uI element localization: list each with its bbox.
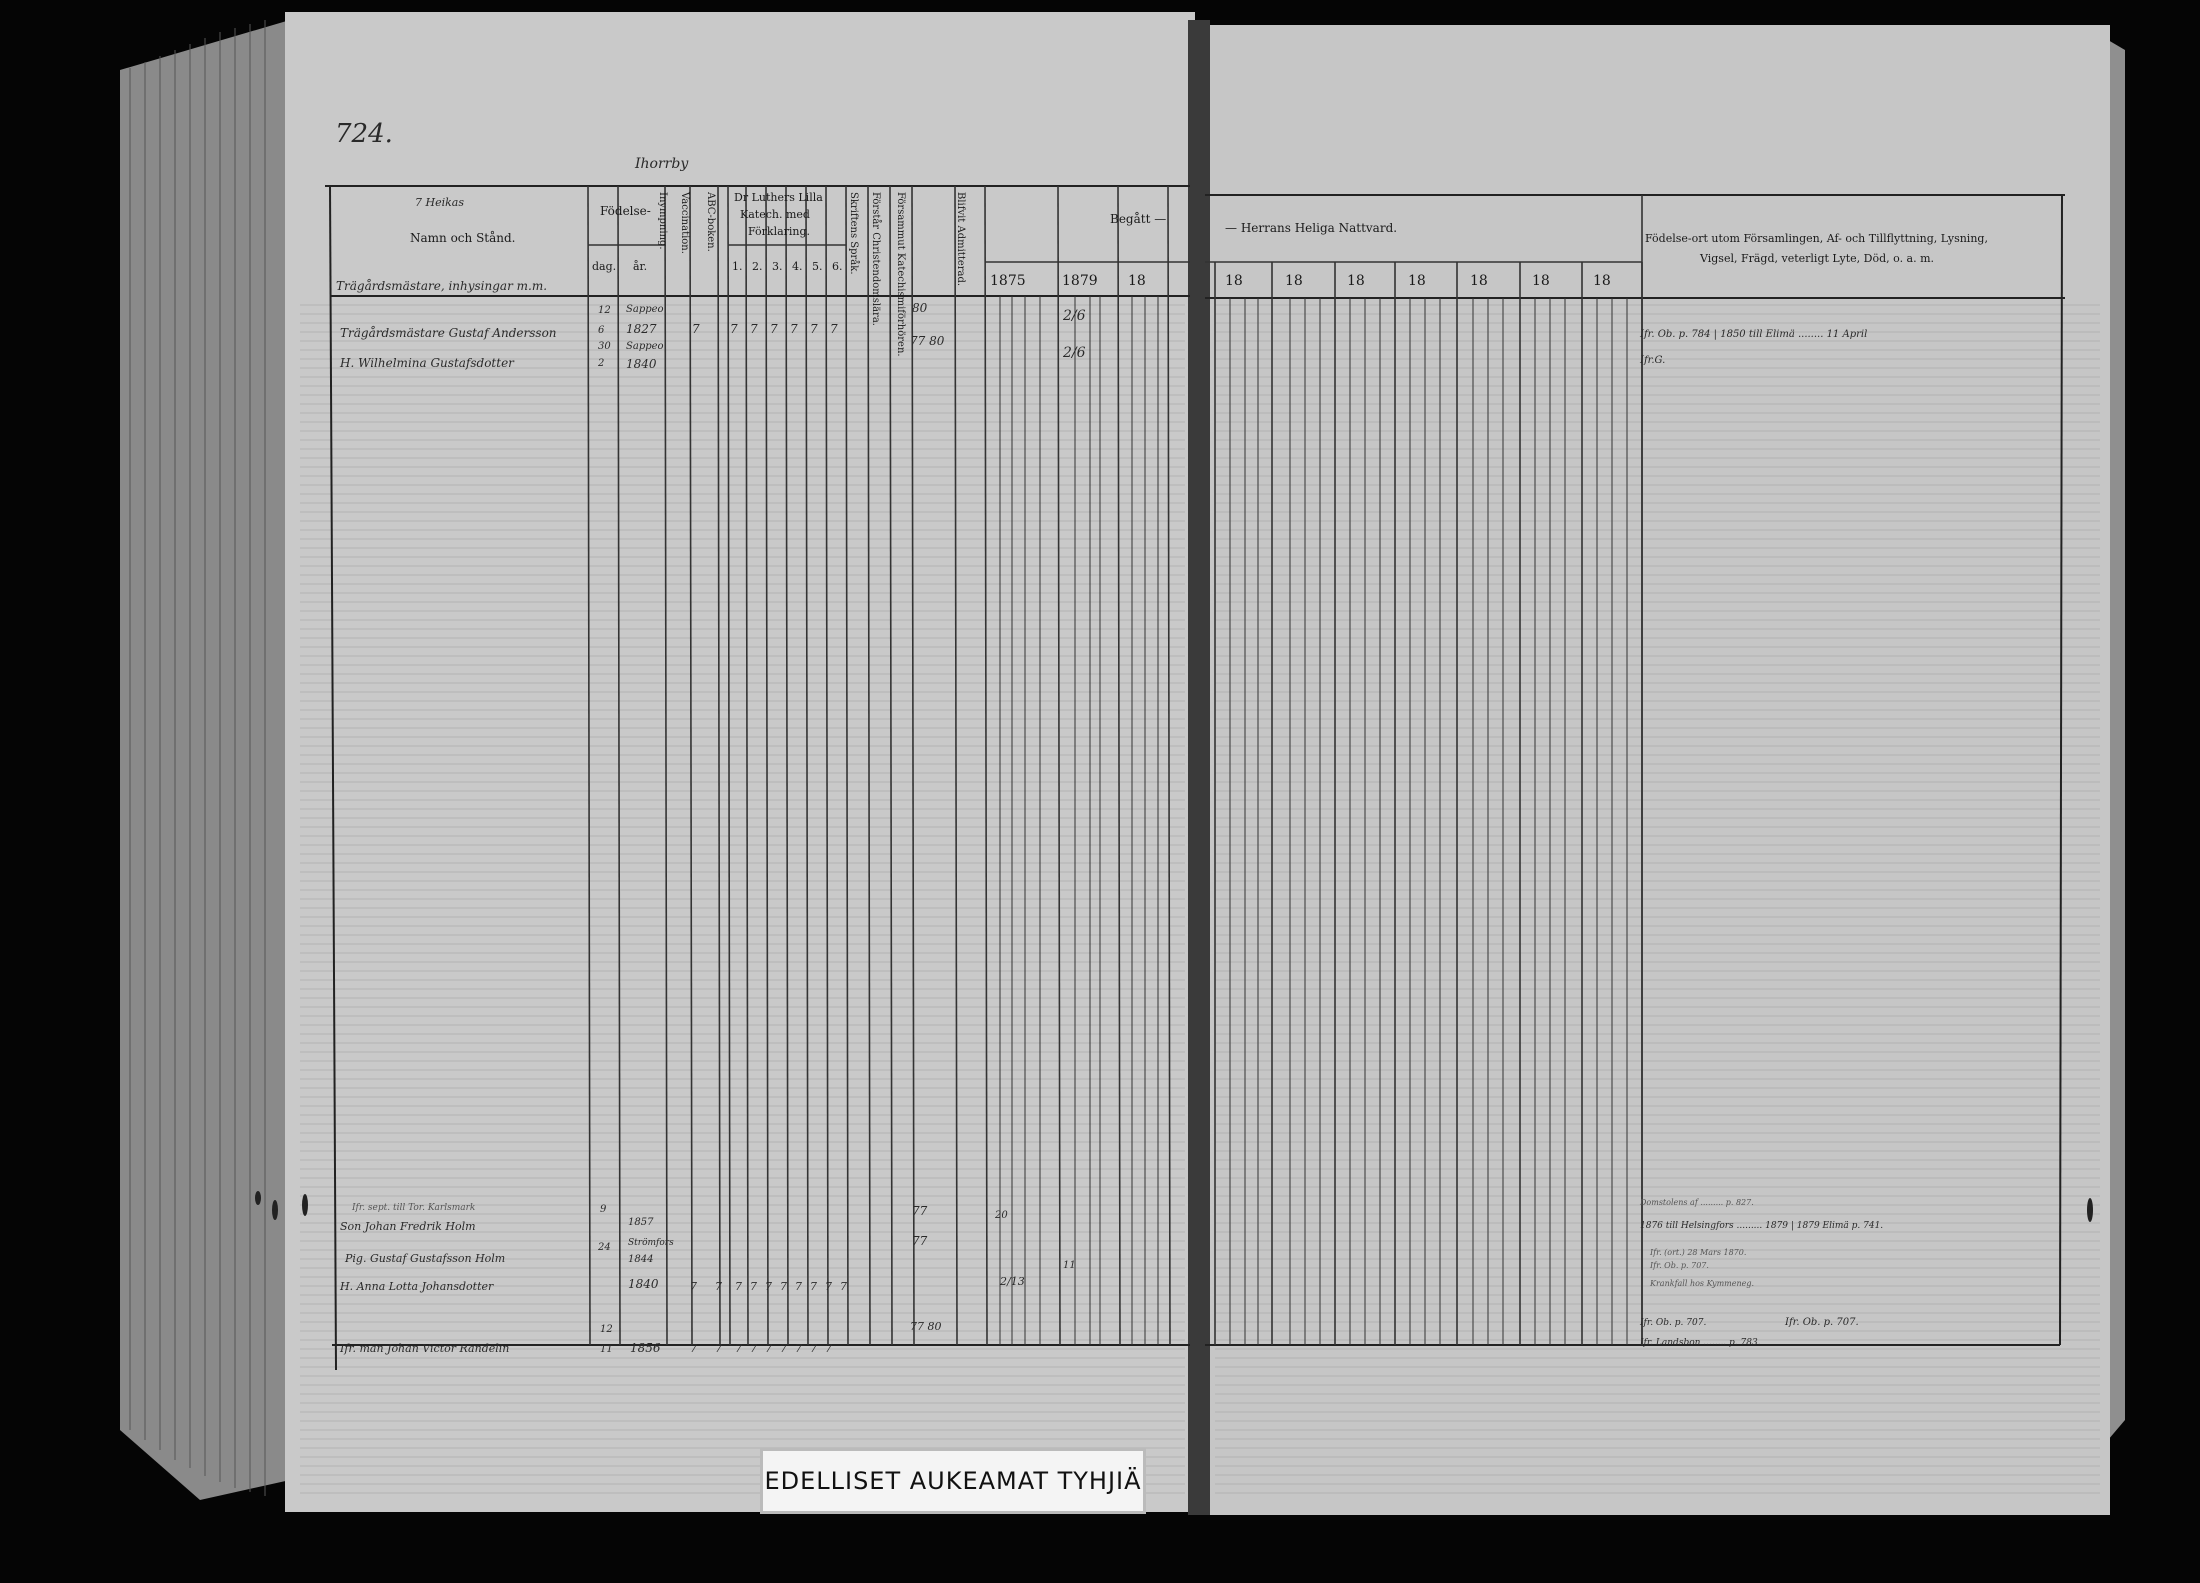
lower-row4-dag: 12 (600, 1324, 613, 1335)
lower-row2-dag: 24 (598, 1242, 611, 1253)
row2-name: H. Wilhelmina Gustafsdotter (340, 356, 514, 370)
page-stack-right (2108, 40, 2125, 1440)
col-forsamm: Försammut Katechismiförhören. (895, 192, 906, 357)
village-name: Ihorrby (635, 156, 689, 172)
row1-dag2: 6 (598, 325, 605, 336)
col-name: Namn och Stånd. (410, 231, 516, 245)
col-skriftens: Skriftens Språk. (848, 192, 859, 275)
lower-right-5: Krankfall hos Kymmeneg. (1650, 1279, 1755, 1288)
lower-row4-dag2: 11 (600, 1344, 613, 1355)
check-mark: 7 (780, 1342, 787, 1355)
lower-right-3: Ifr. (ort.) 28 Mars 1870. (1650, 1248, 1747, 1257)
check-mark: 7 (715, 1342, 722, 1355)
katekes-number: 5. (812, 260, 823, 273)
lower-row1-name: Son Johan Fredrik Holm (340, 1220, 476, 1233)
col-right-2: Vigsel, Frägd, veterligt Lyte, Död, o. a. m. (1700, 252, 1935, 265)
row1-dag: 12 (598, 305, 611, 316)
lower-row4-name: Ifr. man Johan Victor Randelin (340, 1342, 510, 1355)
lower-adm-3: 2/13 (1000, 1275, 1025, 1288)
lower-right-2: 1876 till Helsingfors ......... 1879 | 1879 Elimä p. 741. (1640, 1221, 1884, 1231)
check-mark: 7 (715, 1280, 722, 1293)
col-dag: dag. (592, 260, 617, 273)
check-mark: 7 (780, 1280, 787, 1293)
katekes-number: 4. (792, 260, 803, 273)
col-katekes-1: Dr Luthers Lilla (734, 191, 823, 204)
col-admitterad: Blifvit Admitterad. (955, 192, 966, 287)
check-mark: 7 (810, 1342, 817, 1355)
top-note: 7 Heikas (415, 196, 464, 209)
check-mark: 7 (735, 1280, 742, 1293)
check-mark: 7 (825, 1342, 832, 1355)
right-note-1: Ifr. Ob. p. 784 | 1850 till Elimä ........ 11 April (1640, 329, 1868, 340)
col-katekes-2: Katech. med (740, 208, 810, 221)
col-vaccination: Vaccination. (679, 192, 690, 254)
row1-forsamm: 80 (912, 301, 928, 315)
lower-adm-1: 20 (995, 1210, 1008, 1221)
lower-forsamm-1: 77 (912, 1204, 928, 1218)
check-mark: 7 (830, 322, 838, 336)
check-mark: 7 (730, 322, 738, 336)
lower-right-1: Domstolens af ......... p. 827. (1640, 1198, 1754, 1207)
check-mark: 7 (765, 1280, 772, 1293)
col-katekes-3: Förklaring. (748, 225, 811, 238)
check-mark: 7 (692, 322, 700, 336)
col-abc: ABC-boken. (705, 192, 716, 252)
check-mark: 7 (735, 1342, 742, 1355)
check-mark: 7 (790, 322, 798, 336)
empty-spreads-banner: EDELLISET AUKEAMAT TYHJIÄ (760, 1448, 1146, 1514)
lower-row1-dag: 9 (600, 1204, 607, 1215)
check-mark: 7 (810, 1280, 817, 1293)
col-inympning: Inympning. (657, 192, 668, 250)
year-header: 18 (1593, 273, 1611, 289)
lower-row1-year: 1857 (628, 1217, 654, 1228)
lower-adm-2: 11 (1063, 1260, 1076, 1271)
year-header: 18 (1408, 273, 1426, 289)
lower-right-8: Ifr. Landsbon ........ p. 783. (1640, 1338, 1761, 1348)
lower-row3-year: 1844 (628, 1254, 654, 1265)
katekes-number: 2. (752, 260, 763, 273)
check-mark: 7 (795, 1342, 802, 1355)
lower-row4-year: 1856 (630, 1341, 661, 1355)
row2-dag: 30 (598, 341, 611, 352)
year-header: 1879 (1062, 273, 1098, 289)
year-header: 18 (1225, 273, 1243, 289)
col-begatt: Begått — (1110, 212, 1167, 226)
katekes-number: 6. (832, 260, 843, 273)
check-mark: 7 (690, 1342, 697, 1355)
check-mark: 7 (825, 1280, 832, 1293)
check-mark: 7 (750, 1342, 757, 1355)
col-fodelse: Födelse- (600, 204, 651, 218)
check-mark: 7 (750, 322, 758, 336)
lower-forsamm-3: 77 80 (910, 1320, 942, 1333)
row1-name: Trägårdsmästare Gustaf Andersson (340, 326, 557, 340)
check-mark: 7 (795, 1280, 802, 1293)
year-header: 18 (1128, 273, 1146, 289)
lower-row3-year2: 1840 (628, 1277, 659, 1291)
lower-row2-name: Pig. Gustaf Gustafsson Holm (345, 1252, 506, 1265)
section-title: Trägårdsmästare, inhysingar m.m. (336, 279, 548, 293)
lower-forsamm-2: 77 (912, 1234, 928, 1248)
row2-place: Sappeo (626, 341, 664, 352)
check-mark: 7 (690, 1280, 697, 1293)
lower-right-6: Ifr. Ob. p. 707. (1640, 1318, 1707, 1328)
year-header: 18 (1285, 273, 1303, 289)
year-header: 18 (1347, 273, 1365, 289)
lower-top-note: Ifr. sept. till Tor. Karlsmark (352, 1203, 476, 1213)
row2-year: 1840 (626, 357, 657, 371)
katekes-number: 3. (772, 260, 783, 273)
check-mark: 7 (810, 322, 818, 336)
check-mark: 7 (765, 1342, 772, 1355)
year-header: 18 (1470, 273, 1488, 289)
row2-dag2: 2 (598, 358, 605, 369)
adm-2: 2/6 (1063, 345, 1086, 361)
right-note-2: Ifr.G. (1640, 355, 1666, 366)
row1-year: 1827 (626, 322, 657, 336)
page-number: 724. (335, 119, 393, 149)
right-page (1205, 25, 2110, 1515)
katekes-number: 1. (732, 260, 743, 273)
check-mark: 7 (840, 1280, 847, 1293)
year-header: 18 (1532, 273, 1550, 289)
col-forstar: Förstår Christendomslära. (870, 192, 881, 326)
check-mark: 7 (770, 322, 778, 336)
lower-row2-place: Strömfors (628, 1238, 674, 1248)
year-header: 1875 (990, 273, 1026, 289)
check-mark: 7 (750, 1280, 757, 1293)
col-ar: år. (633, 260, 648, 273)
row1-place: Sappeo (626, 304, 664, 315)
col-right-1: Födelse-ort utom Församlingen, Af- och Tillflyttning, Lysning, (1645, 232, 1988, 245)
col-nattvard: — Herrans Heliga Nattvard. (1225, 221, 1398, 235)
lower-right-7: Ifr. Ob. p. 707. (1785, 1317, 1859, 1328)
gutter (1188, 20, 1210, 1515)
row2-forsamm: 77 80 (910, 334, 945, 348)
lower-row3-name: H. Anna Lotta Johansdotter (340, 1280, 494, 1293)
adm-1: 2/6 (1063, 308, 1086, 324)
lower-right-4: Ifr. Ob. p. 707. (1650, 1261, 1709, 1270)
